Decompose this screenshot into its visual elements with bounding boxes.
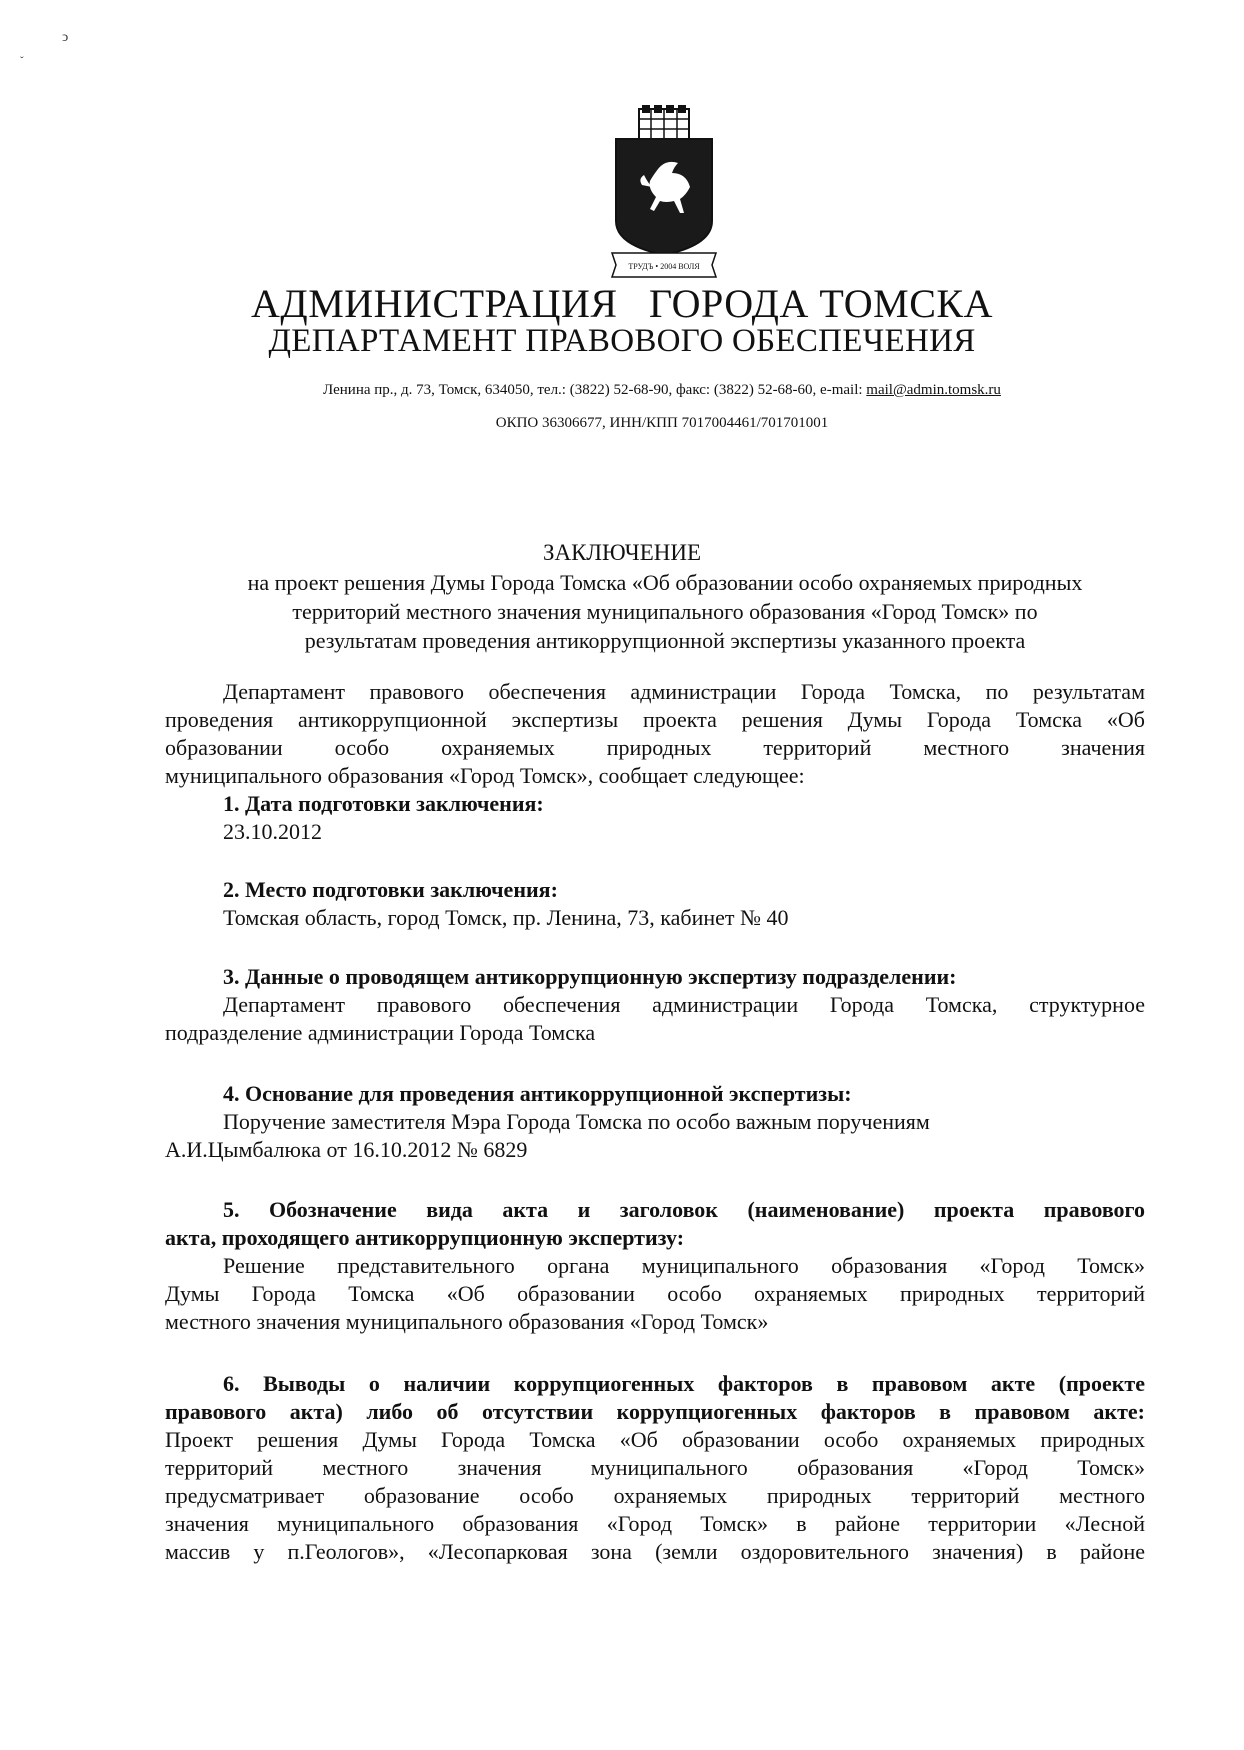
section-heading: акта, проходящего антикоррупционную экспертизу: (165, 1225, 685, 1250)
paragraph-line: образовании особо охраняемых природных территорий местного значения (165, 735, 1145, 760)
section-text: Проект решения Думы Города Томска «Об образовании особо охраняемых природных (165, 1427, 1145, 1452)
section-heading: правового акта) либо об отсутствии коррупциогенных факторов в правовом акте: (165, 1399, 1145, 1424)
section-text: Томская область, город Томск, пр. Ленина, 73, кабинет № 40 (223, 905, 789, 930)
emblem-ribbon-text: ТРУДЪ • 2004 ВОЛЯ (628, 262, 700, 271)
section-text: Поручение заместителя Мэра Города Томска по особо важным поручениям (223, 1109, 930, 1134)
section-heading: 3. Данные о проводящем антикоррупционную экспертизу подразделении: (223, 964, 957, 989)
subtitle-line: территорий местного значения муниципального образования «Город Томск» по (292, 599, 1038, 624)
address-line (230, 382, 1094, 399)
section-3 (165, 963, 1145, 1047)
section-text: предусматривает образование особо охраняемых природных территорий местного (165, 1483, 1145, 1508)
paragraph-line: Департамент правового обеспечения администрации Города Томска, по результатам (223, 679, 1145, 704)
address-text: Ленина пр., д. 73, Томск, 634050, тел.: (3822) 52-68-90, факс: (3822) 52-68-60, e-mail: (323, 382, 867, 398)
section-text: А.И.Цымбалюка от 16.10.2012 № 6829 (165, 1137, 528, 1162)
registration-codes: ОКПО 36306677, ИНН/КПП 7017004461/701701001 (495, 415, 829, 431)
section-heading: 2. Место подготовки заключения: (223, 877, 558, 902)
section-1 (165, 790, 1145, 846)
scan-mark: ˇ (20, 55, 24, 67)
coat-of-arms-emblem (608, 103, 720, 283)
section-text: массив у п.Геологов», «Лесопарковая зона (земли оздоровительного значения) в районе (165, 1539, 1145, 1564)
section-text: Решение представительного органа муниципального образования «Город Томск» (223, 1253, 1145, 1278)
section-heading: 1. Дата подготовки заключения: (223, 791, 544, 816)
section-text: 23.10.2012 (223, 819, 322, 844)
document-title: ЗАКЛЮЧЕНИЕ (542, 540, 702, 565)
section-text: Департамент правового обеспечения администрации Города Томска, структурное (223, 992, 1145, 1017)
section-text: местного значения муниципального образования «Город Томск» (165, 1309, 769, 1334)
subtitle-line: на проект решения Думы Города Томска «Об образовании особо охраняемых природных (247, 570, 1083, 595)
document-subtitle (170, 568, 1160, 655)
section-heading: 5. Обозначение вида акта и заголовок (наименование) проекта правового (223, 1197, 1145, 1222)
section-4 (165, 1080, 1145, 1164)
department-title: ДЕПАРТАМЕНТ ПРАВОВОГО ОБЕСПЕЧЕНИЯ (268, 323, 976, 359)
paragraph-line: проведения антикоррупционной экспертизы проекта решения Думы Города Томска «Об (165, 707, 1145, 732)
section-2 (165, 876, 1145, 932)
section-6 (165, 1370, 1145, 1566)
intro-paragraph (165, 678, 1145, 790)
section-heading: 6. Выводы о наличии коррупциогенных факторов в правовом акте (проекте (223, 1371, 1145, 1396)
scan-mark: ↄ (62, 30, 69, 45)
section-5 (165, 1196, 1145, 1336)
email-link[interactable]: mail@admin.tomsk.ru (866, 382, 1001, 398)
section-heading: 4. Основание для проведения антикоррупционной экспертизы: (223, 1081, 852, 1106)
paragraph-line: муниципального образования «Город Томск», сообщает следующее: (165, 763, 805, 788)
section-text: Думы Города Томска «Об образовании особо охраняемых природных территорий (165, 1281, 1145, 1306)
section-text: значения муниципального образования «Город Томск» в районе территории «Лесной (165, 1511, 1145, 1536)
section-text: территорий местного значения муниципального образования «Город Томск» (165, 1455, 1145, 1480)
org-title: АДМИНИСТРАЦИЯ ГОРОДА ТОМСКА (251, 281, 993, 326)
subtitle-line: результатам проведения антикоррупционной экспертизы указанного проекта (304, 628, 1026, 653)
section-text: подразделение администрации Города Томска (165, 1020, 596, 1045)
